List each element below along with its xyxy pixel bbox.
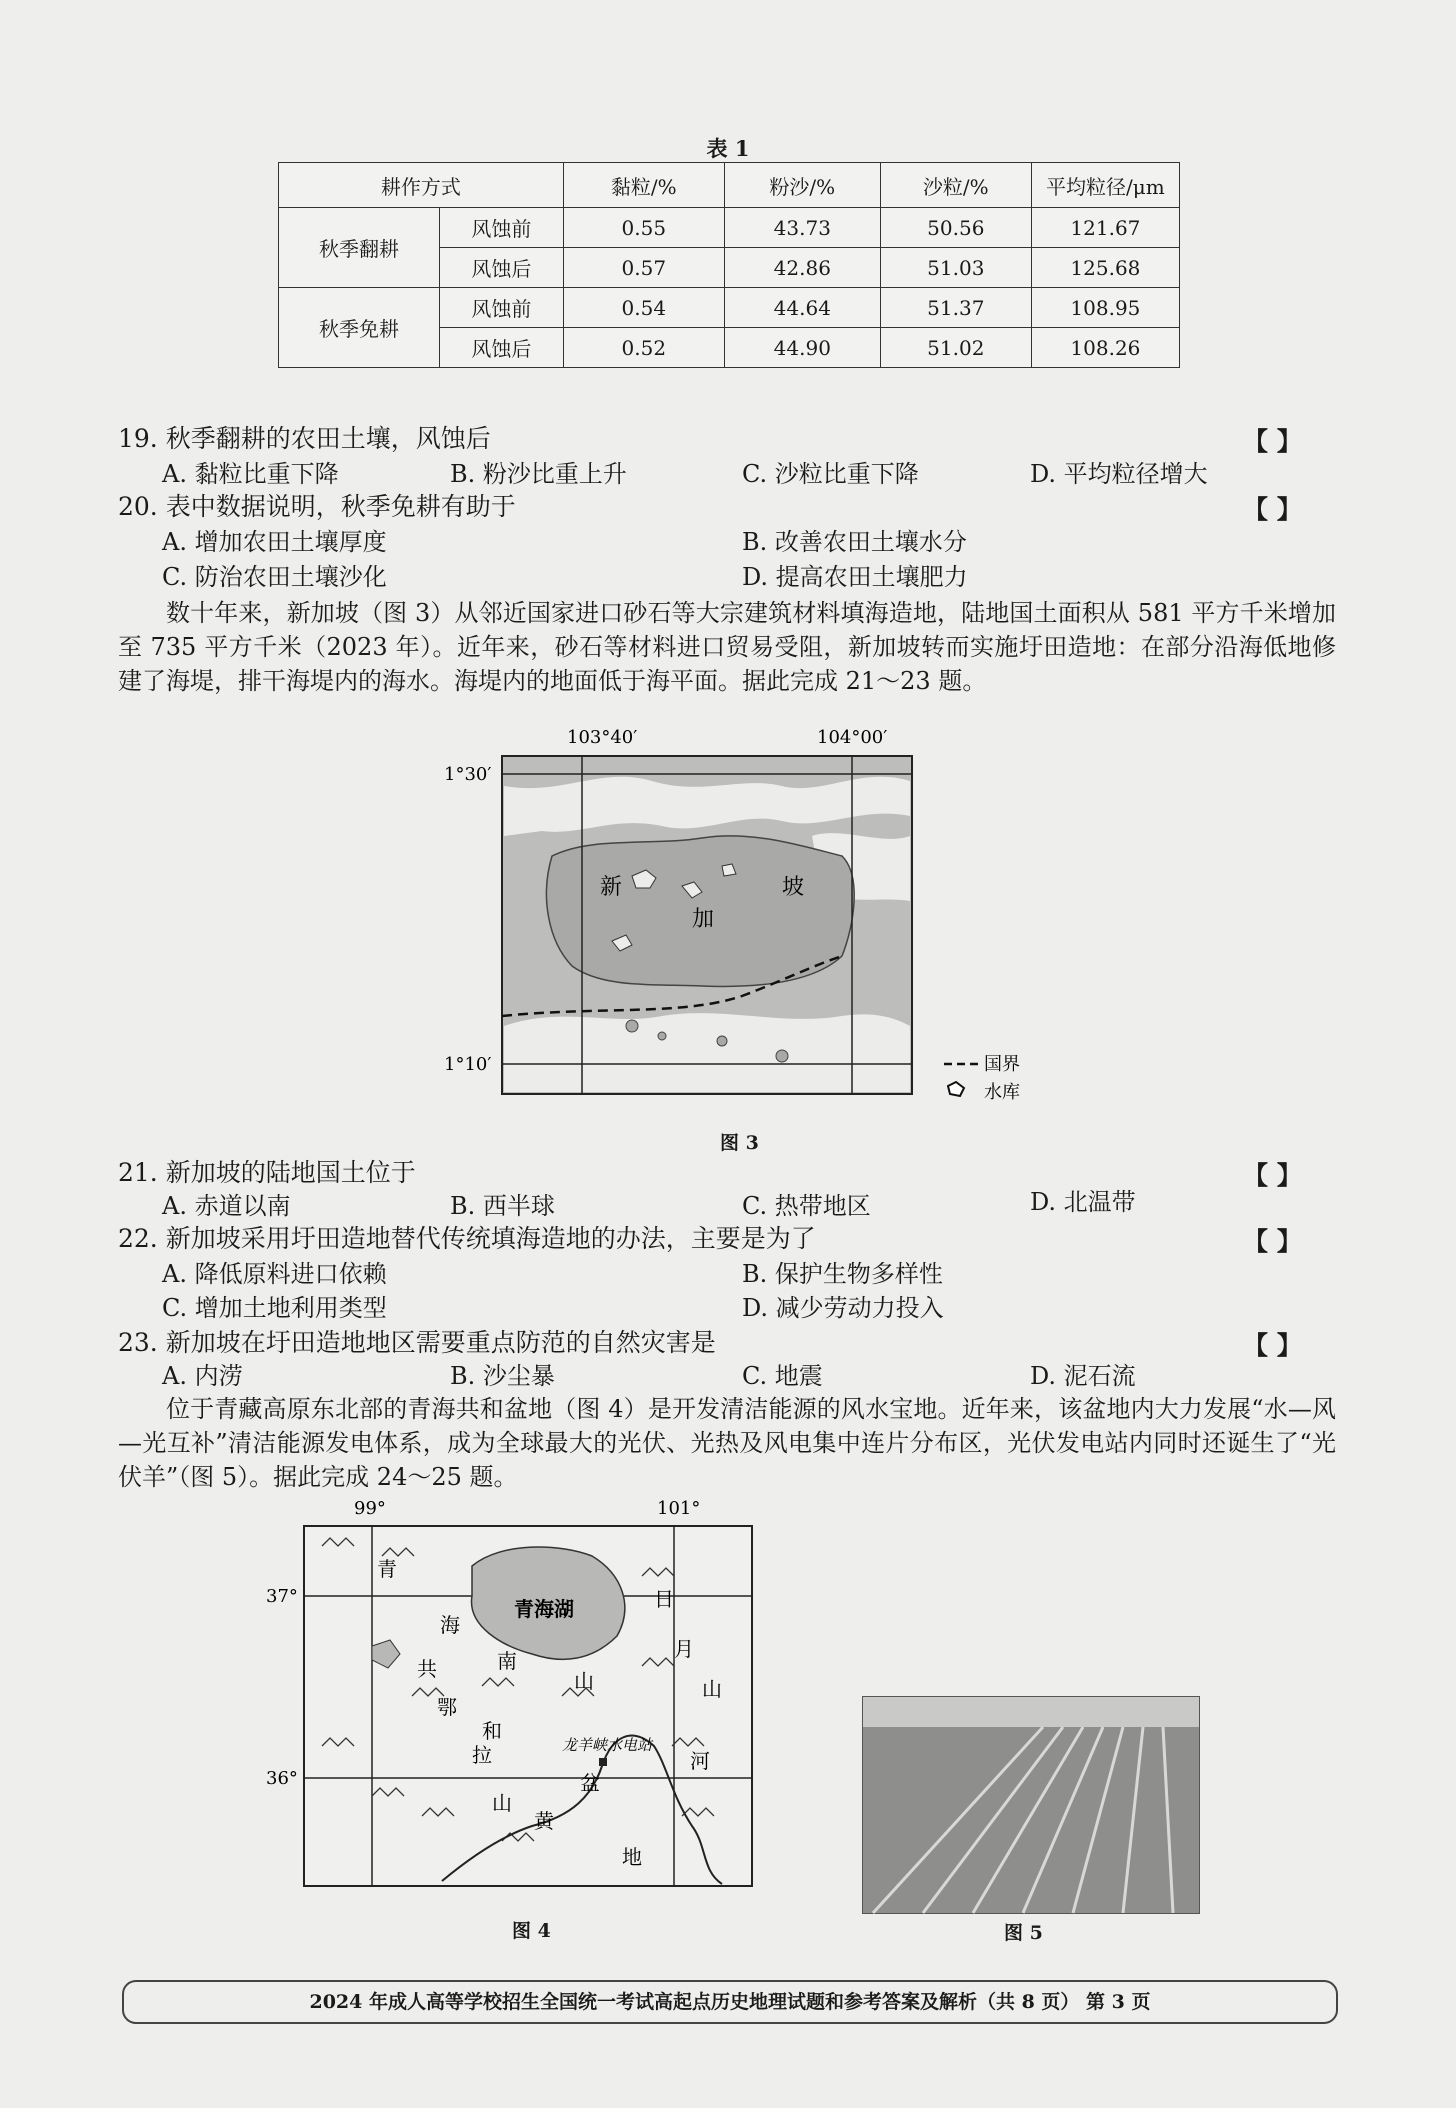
table-header-cell: 平均粒径/μm (1031, 163, 1179, 208)
map-label-po: 坡 (782, 875, 805, 900)
table-row (279, 208, 1180, 248)
q22-option-b[interactable]: B. 保护生物多样性 (742, 1260, 943, 1288)
question-20-stem: 20. 表中数据说明，秋季免耕有助于 (118, 492, 516, 521)
table-cell: 0.57 (563, 248, 724, 288)
map-label-shan3: 山 (492, 1791, 512, 1815)
table-cell: 0.55 (563, 208, 724, 248)
table-cell: 51.37 (880, 288, 1031, 328)
map-label-he2: 河 (690, 1749, 710, 1773)
q19-option-d[interactable]: D. 平均粒径增大 (1030, 460, 1208, 488)
question-21-stem: 21. 新加坡的陆地国土位于 (118, 1158, 416, 1187)
photo-sky (863, 1697, 1199, 1727)
table-cell: 121.67 (1031, 208, 1179, 248)
passage-gonghe-basin: 位于青藏高原东北部的青海共和盆地（图 4）是开发清洁能源的风水宝地。近年来，该盆地内大力发展“水—风—光互补”清洁能源发电体系，成为全球最大的光伏、光热及风电集中连片分布区，光伏发电站内同时还诞生了“光伏羊”（图 5）。据此完成 24～25 题。 (118, 1395, 1336, 1491)
lat-label-bottom: 36° (266, 1768, 298, 1789)
legend-reservoir-symbol (948, 1082, 964, 1096)
legend-reservoir-label: 水库 (984, 1082, 1020, 1103)
passage-singapore: 数十年来，新加坡（图 3）从邻近国家进口砂石等大宗建筑材料填海造地，陆地国土面积从 581 平方千米增加至 735 平方千米（2023 年）。近年来，砂石等材料进口贸易受阻，新加坡转而实施圩田造地：在部分沿海低地修建了海堤，排干海堤内的海水。海堤内的地面低于海平面。据此完成 21～23 题。 (118, 599, 1336, 695)
table-cell: 风蚀前 (440, 208, 564, 248)
table-cell: 风蚀后 (440, 328, 564, 368)
table-1 (278, 162, 1180, 368)
table-cell: 108.26 (1031, 328, 1179, 368)
table-cell: 0.52 (563, 328, 724, 368)
q21-option-d[interactable]: D. 北温带 (1030, 1188, 1136, 1216)
q19-option-b[interactable]: B. 粉沙比重上升 (450, 460, 627, 488)
map-label-di: 地 (622, 1845, 642, 1869)
answer-bracket[interactable]: 【 】 (1243, 1227, 1302, 1256)
q23-option-c[interactable]: C. 地震 (742, 1362, 823, 1390)
table-cell-method: 秋季翻耕 (279, 208, 440, 288)
photo-background (863, 1697, 1199, 1913)
table-cell: 风蚀后 (440, 248, 564, 288)
map-label-gong: 共 (417, 1657, 437, 1681)
figure-3-caption: 图 3 (720, 1132, 759, 1154)
lat-label-bottom: 1°10′ (444, 1054, 492, 1075)
islet (717, 1036, 727, 1046)
table-cell: 51.02 (880, 328, 1031, 368)
q20-option-a[interactable]: A. 增加农田土壤厚度 (162, 528, 387, 556)
legend-border-label: 国界 (984, 1054, 1020, 1075)
islet (658, 1032, 666, 1040)
islet (626, 1020, 638, 1032)
q21-option-b[interactable]: B. 西半球 (450, 1192, 555, 1220)
q20-option-b[interactable]: B. 改善农田土壤水分 (742, 528, 967, 556)
map-label-hai: 海 (440, 1613, 460, 1637)
table-cell: 43.73 (724, 208, 880, 248)
map-label-nan: 南 (497, 1649, 517, 1673)
table-cell: 0.54 (563, 288, 724, 328)
map-label-xin: 新 (600, 875, 623, 900)
lon-label-left: 99° (354, 1498, 386, 1519)
lon-label-left: 103°40′ (567, 727, 638, 748)
question-23-stem: 23. 新加坡在圩田造地地区需要重点防范的自然灾害是 (118, 1328, 716, 1357)
map-label-pen: 盆 (580, 1771, 600, 1795)
singapore-strait (504, 1013, 910, 1092)
table-header-cell: 黏粒/% (563, 163, 724, 208)
station-label: 龙羊峡水电站 (562, 1736, 653, 1754)
table-cell: 44.90 (724, 328, 880, 368)
map-label-shan2: 山 (702, 1677, 722, 1701)
figure-5-photo (862, 1696, 1200, 1914)
table-cell-method: 秋季免耕 (279, 288, 440, 368)
q22-option-c[interactable]: C. 增加土地利用类型 (162, 1294, 387, 1322)
table-header-cell: 耕作方式 (279, 163, 564, 208)
map-label-he: 和 (482, 1719, 502, 1743)
table-cell: 50.56 (880, 208, 1031, 248)
table-row (279, 288, 1180, 328)
table-cell: 44.64 (724, 288, 880, 328)
question-22-stem: 22. 新加坡采用圩田造地替代传统填海造地的办法，主要是为了 (118, 1224, 816, 1253)
table-header-cell: 粉沙/% (724, 163, 880, 208)
table-cell: 108.95 (1031, 288, 1179, 328)
map-label-yue: 月 (674, 1637, 694, 1661)
figure-4-caption: 图 4 (512, 1920, 551, 1942)
q23-option-a[interactable]: A. 内涝 (162, 1362, 243, 1390)
table-header-cell: 沙粒/% (880, 163, 1031, 208)
q19-option-a[interactable]: A. 黏粒比重下降 (162, 460, 339, 488)
table-title: 表 1 (706, 136, 750, 161)
figure-5-caption: 图 5 (1004, 1922, 1043, 1944)
page-footer: 2024 年成人高等学校招生全国统一考试高起点历史地理试题和参考答案及解析（共 8 页） 第 3 页 (122, 1980, 1338, 2024)
figure-4-gonghe-map (262, 1496, 762, 1916)
figure-3-singapore-map (444, 726, 942, 1126)
table-cell: 51.03 (880, 248, 1031, 288)
q21-option-c[interactable]: C. 热带地区 (742, 1192, 871, 1220)
station-marker (599, 1758, 607, 1766)
answer-bracket[interactable]: 【 】 (1243, 1331, 1302, 1360)
table-header-row (279, 163, 1180, 208)
lat-label-top: 37° (266, 1586, 298, 1607)
table-cell: 42.86 (724, 248, 880, 288)
table-cell: 风蚀前 (440, 288, 564, 328)
q23-option-d[interactable]: D. 泥石流 (1030, 1362, 1136, 1390)
answer-bracket[interactable]: 【 】 (1243, 1161, 1302, 1190)
solar-farm-illustration (863, 1697, 1199, 1913)
q22-option-d[interactable]: D. 减少劳动力投入 (742, 1294, 944, 1322)
islet (776, 1050, 788, 1062)
question-19-stem: 19. 秋季翻耕的农田土壤，风蚀后 (118, 424, 491, 453)
q20-option-d[interactable]: D. 提高农田土壤肥力 (742, 563, 968, 591)
map-label-huang: 黄 (534, 1809, 554, 1833)
answer-bracket[interactable]: 【 】 (1243, 495, 1302, 524)
qinghai-lake-label: 青海湖 (514, 1597, 574, 1621)
lon-label-right: 104°00′ (817, 727, 888, 748)
map-label-ri: 日 (654, 1587, 674, 1611)
map-label-jia: 加 (692, 907, 715, 932)
map-label-shan: 山 (574, 1669, 594, 1693)
q20-option-c[interactable]: C. 防治农田土壤沙化 (162, 563, 387, 591)
map-label-e: 鄂 (437, 1695, 457, 1719)
map-label-qing: 青 (377, 1557, 397, 1581)
lat-label-top: 1°30′ (444, 764, 492, 785)
map-label-la: 拉 (472, 1743, 492, 1767)
q21-option-a[interactable]: A. 赤道以南 (162, 1192, 291, 1220)
table-cell: 125.68 (1031, 248, 1179, 288)
lon-label-right: 101° (657, 1498, 701, 1519)
q23-option-b[interactable]: B. 沙尘暴 (450, 1362, 555, 1390)
answer-bracket[interactable]: 【 】 (1243, 427, 1302, 456)
figure-3-legend (942, 1052, 1052, 1110)
q22-option-a[interactable]: A. 降低原料进口依赖 (162, 1260, 387, 1288)
q19-option-c[interactable]: C. 沙粒比重下降 (742, 460, 919, 488)
